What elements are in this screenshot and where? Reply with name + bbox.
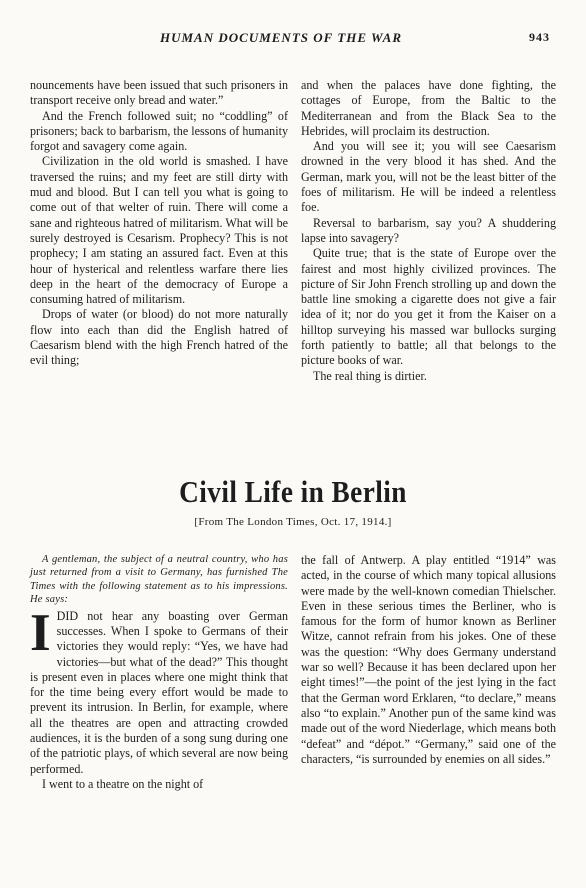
article-title: Civil Life in Berlin [179,474,407,509]
paragraph: and when the palaces have done fighting, the cottages of Europe, from the Baltic to the Mediterranean and from the Black Sea to the Hebrides, will proclaim its destruction. [301,78,556,138]
paragraph-text: DID not hear any boasting over German successes. When I spoke to Germans of their victories they would reply: “Yes, we have had victories—but what of the dead?” This thought is present even in places where one might think that for the time being every effort would be made to prevent its intrusion. In Berlin, for example, where all the theatres are open and attracting crowded audiences, it is the burden of a song sung during one of the patriotic plays, of which several are now being performed. [30,608,288,776]
article-intro: A gentleman, the subject of a neutral country, who has just returned from a visit to Germany, has furnished The Times with the following statement as to his impressions. He says: [30,554,288,606]
paragraph [30,603,288,777]
paragraph: The real thing is dirtier. [313,368,427,383]
page-number: 943 [529,30,550,44]
paragraph: nouncements have been issued that such prisoners in transport receive only bread and water.” [30,78,288,108]
paragraph: Quite true; that is the state of Europe over the fairest and most highly civilized provinces. The picture of Sir John French strolling up and down the battle line smoking a cigarette does not give a fair idea of it; nor do you get it from the Kaiser on a hilltop surveying his massed war bullocks surging forth patiently to battle; all that belongs to the picture books of war. [301,246,556,368]
upper-column-right [301,78,556,384]
running-title: HUMAN DOCUMENTS OF THE WAR [160,30,402,45]
upper-column-left [30,78,288,369]
paragraph: the fall of Antwerp. A play entitled “1914” was acted, in the course of which many topical allusions were made by the well-known comedian Thielscher. Even in these serious times the Berliner, who is famous for the form of humor known as Berliner Witze, cannot refrain from his jokes. One of these was the question: “Why does Germany understand war so well? Because it has been declared upon her eight times!”—the point of the jest lying in the fact that the German word Erklaren, “to declare,” means also “to explain.” Another pun of the same kind was made out of the word Niederlage, which means both “defeat” and “dépot.” “Germany,” said one of the characters, “is surrounded by enemies on all sides.” [301,553,556,766]
paragraph: I went to a theatre on the night of [42,776,204,791]
paragraph: And the French followed suit; no “coddling” of prisoners; back to barbarism, the lessons of humanity forgot and savagery come again. [30,108,288,154]
running-header [30,28,556,50]
article-column-right [301,553,556,767]
paragraph: And you will see it; you will see Caesarism drowned in the very blood it has shed. And the German, mark you, will not be the least bitter of the foes of militarism. He will be indeed a relentless foe. [301,139,556,215]
drop-cap: I [30,603,51,662]
article-source: [From The London Times, Oct. 17, 1914.] [194,516,392,528]
paragraph: Drops of water (or blood) do not more naturally flow into each than did the English hatred of Caesarism blend with the high French hatred of the evil thing; [30,307,288,368]
paragraph: Reversal to barbarism, say you? A shuddering lapse into savagery? [301,215,556,245]
article-column-left [30,553,288,792]
paragraph: Civilization in the old world is smashed. I have traversed the ruins; and my feet are still dirty with mud and blood. But I can tell you what is going to come out of that welter of ruin. There will come a sane and righteous hatred of militarism. What will be surely destroyed is Cesarism. Prophecy? This is not prophecy; I am stating an assured fact. Even at this hour of hysterical and relentless warfare there lies deep in the heart of the democracy of Europe a consuming hatred of militarism. [30,154,288,307]
